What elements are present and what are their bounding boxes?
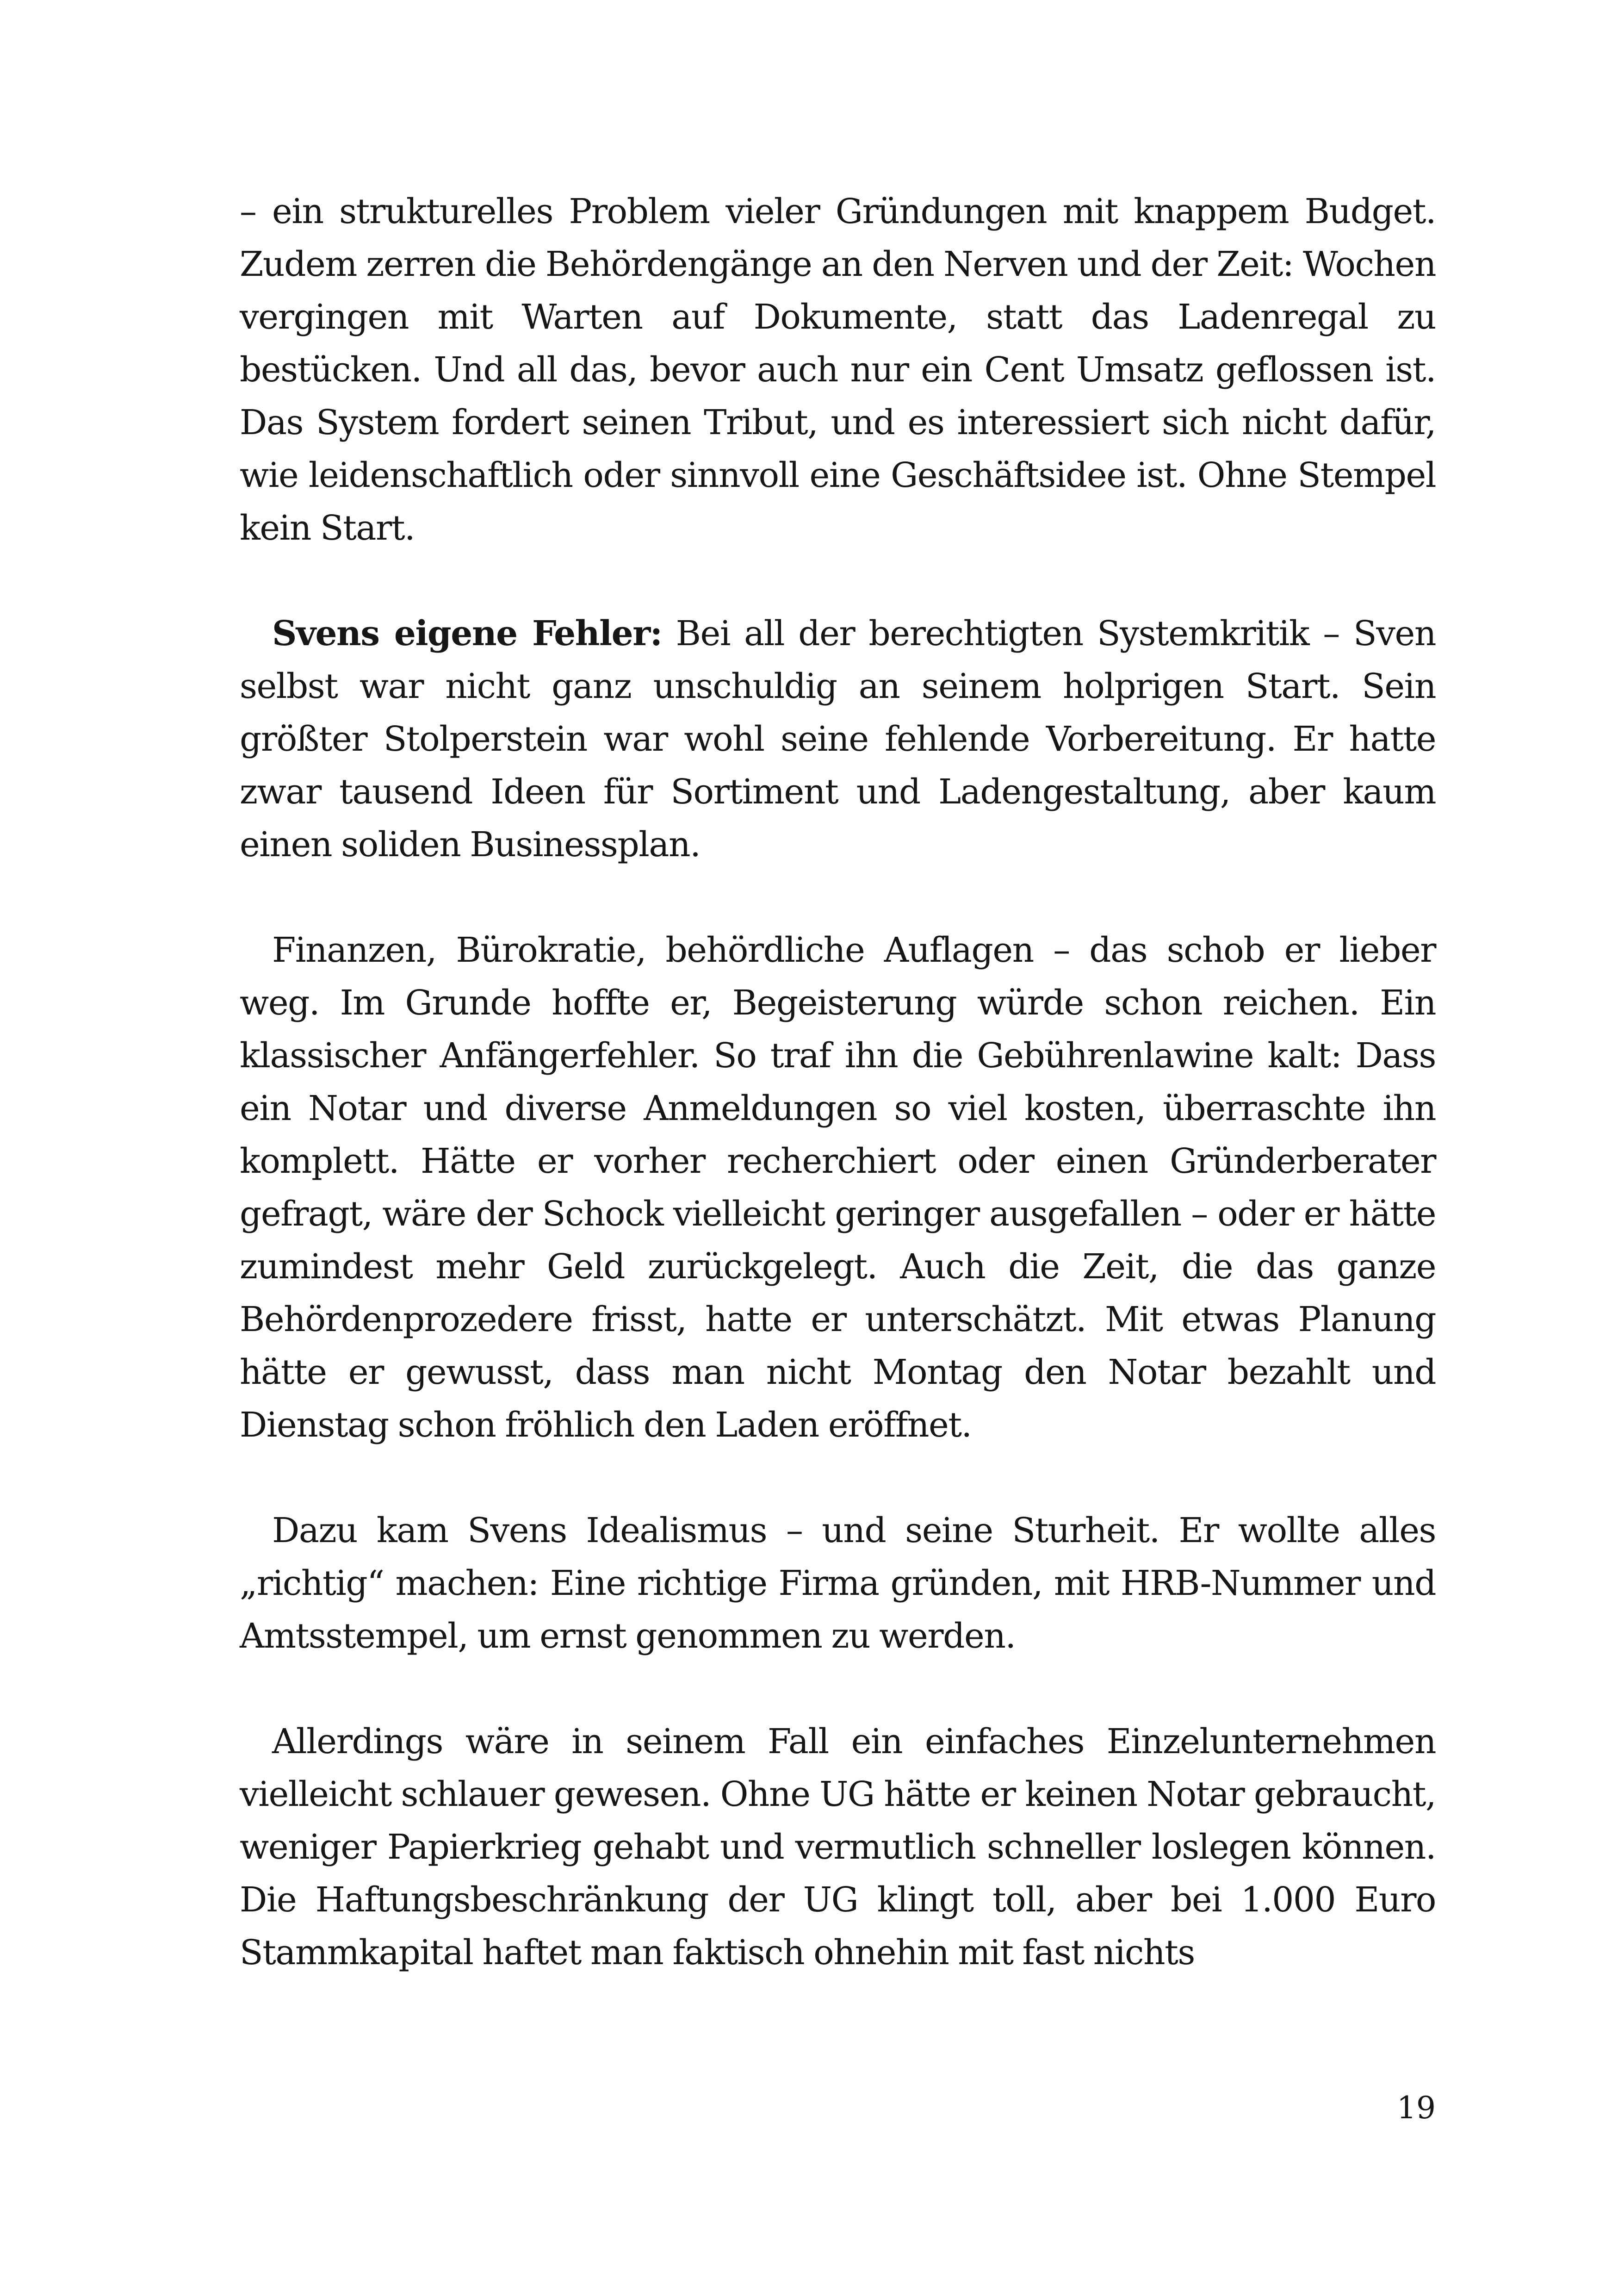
paragraph-text: Bei all der berechtigten Systemkritik – Sven selbst war nicht ganz unschuldig an seinem holprigen Start. Sein größter Stolperstein war wohl seine fehlende Vorbereitung. Er hatte zwar tausend Ideen für Sortiment und Ladengestaltung, aber kaum einen soliden Businessplan. — [240, 614, 1436, 865]
paragraph-idealismus — [240, 1504, 1436, 1662]
paragraph-lead-heading: Svens eigene Fehler: — [272, 614, 662, 653]
paragraph-text: Dazu kam Svens Idealismus – und seine Sturheit. Er wollte alles „richtig“ machen: Eine richtige Firma gründen, mit HRB-Nummer und Amtsstempel, um ernst genommen zu werden. — [240, 1511, 1436, 1656]
paragraph-text: – ein strukturelles Problem vieler Gründungen mit knappem Budget. Zudem zerren die Behördengänge an den Nerven und der Zeit: Wochen vergingen mit Warten auf Dokumente, statt das Ladenregal zu bestücken. Und all das, bevor auch nur ein Cent Umsatz geflossen ist. Das System fordert seinen Tribut, und es interessiert sich nicht dafür, wie leidenschaftlich oder sinnvoll eine Geschäftsidee ist. Ohne Stempel kein Start. — [240, 192, 1436, 548]
paragraph-finanzen — [240, 924, 1436, 1451]
paragraph-continuation — [240, 185, 1436, 554]
paragraph-svens-eigene-fehler — [240, 607, 1436, 871]
paragraph-text: Finanzen, Bürokratie, behördliche Auflagen – das schob er lieber weg. Im Grunde hoffte er, Begeisterung würde schon reichen. Ein klassischer Anfängerfehler. So traf ihn die Gebührenlawine kalt: Dass ein Notar und diverse Anmeldungen so viel kosten, überraschte ihn komplett. Hätte er vorher recherchiert oder einen Gründerberater gefragt, wäre der Schock vielleicht geringer ausgefallen – oder er hätte zumindest mehr Geld zurückgelegt. Auch die Zeit, die das ganze Behördenprozedere frisst, hatte er unterschätzt. Mit etwas Planung hätte er gewusst, dass man nicht Montag den Notar bezahlt und Dienstag schon fröhlich den Laden eröffnet. — [240, 930, 1436, 1445]
paragraph-einzelunternehmen — [240, 1715, 1436, 1979]
body-text — [240, 185, 1436, 2032]
paragraph-text: Allerdings wäre in seinem Fall ein einfaches Einzelunternehmen vielleicht schlauer gewesen. Ohne UG hätte er keinen Notar gebraucht, weniger Papierkrieg gehabt und vermutlich schneller loslegen können. Die Haftungsbeschränkung der UG klingt toll, aber bei 1.000 Euro Stammkapital haftet man faktisch ohnehin mit fast nichts — [240, 1722, 1436, 1972]
page-number: 19 — [1397, 2090, 1436, 2126]
